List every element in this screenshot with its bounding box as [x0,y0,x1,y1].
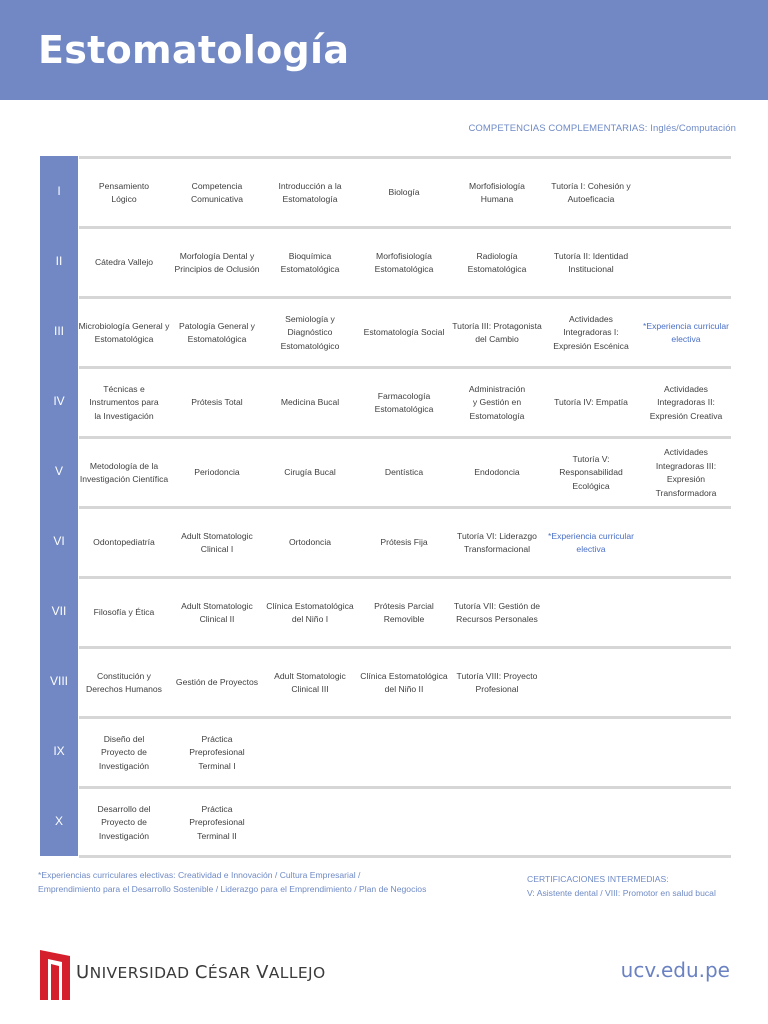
page-title: Estomatología [38,28,350,72]
course-cell: Farmacología Estomatológica [374,390,434,414]
row-divider [79,436,731,439]
electives-note [38,868,426,896]
course-cell: Adult Stomatologic Clinical II [181,600,253,624]
course-cell: Práctica Preprofesional Terminal I [189,733,245,771]
semester-label: IX [53,744,65,758]
course-cell: Morfología Dental y Principios de Oclusión [174,250,260,274]
semester-label: X [54,814,63,828]
semester-label: VI [53,534,65,548]
course-cell: Semiología y Diagnóstico Estomatológico [280,313,340,351]
course-cell: Tutoría V: Responsabilidad Ecológica [559,453,623,491]
course-cell: Tutoría IV: Empatía [554,397,628,408]
intermediate-certifications [527,872,716,900]
course-cell: Adult Stomatologic Clinical III [274,670,346,694]
course-cell: Prótesis Total [191,397,243,408]
course-cell: Dentística [384,467,424,478]
university-name-initial-2: C [194,962,208,983]
row-divider [79,646,731,649]
header-banner [0,0,768,100]
course-cell: Periodoncia [194,467,240,478]
electives-note-line1: *Experiencias curriculares electivas: Creatividad e Innovación / Cultura Empresarial / [38,870,361,880]
course-cell: Microbiología General y Estomatológica [78,320,170,344]
row-divider [79,506,731,509]
row-divider [79,226,731,229]
course-cell: Clínica Estomatológica del Niño II [360,670,448,694]
complementary-competencies: COMPETENCIAS COMPLEMENTARIAS: Inglés/Computación [468,123,736,134]
course-cell: Administración y Gestión en Estomatología [468,383,526,421]
university-name-initial-1: U [76,962,90,983]
row-divider [79,366,731,369]
university-name-initial-3: V [256,962,269,983]
certifications-text: V: Asistente dental / VIII: Promotor en salud bucal [527,888,716,898]
course-cell: Radiología Estomatológica [467,250,527,274]
row-divider [79,786,731,789]
course-cell: Clínica Estomatológica del Niño I [266,600,354,624]
semester-label: VII [51,604,67,618]
course-cell: Odontopediatría [93,537,155,548]
university-name-rest-1: NIVERSIDAD [89,964,195,982]
course-cell: Actividades Integradoras III: Expresión Transformadora [655,447,717,498]
course-cell: Bioquímica Estomatológica [280,250,340,274]
semester-label: III [53,324,64,338]
course-cell: Desarrollo del Proyecto de Investigación [97,803,151,841]
course-cell: Adult Stomatologic Clinical I [181,530,253,554]
course-cell: Tutoría II: Identidad Institucional [553,250,629,274]
course-cell: Tutoría VII: Gestión de Recursos Personales [453,600,541,624]
electives-note-line2: Emprendimiento para el Desarrollo Sostenible / Liderazgo para el Emprendimiento / Plan de Negocios [38,884,427,894]
course-cell: Metodología de la Investigación Científica [79,460,169,484]
course-cell: Filosofía y Ética [93,607,155,618]
course-cell: Prótesis Fija [380,537,428,548]
course-cell: Tutoría VIII: Proyecto Profesional [456,670,538,694]
course-cell: Pensamiento Lógico [98,180,150,204]
row-divider [79,716,731,719]
course-cell: Endodoncia [474,467,520,478]
course-cell: Competencia Comunicativa [190,180,244,204]
course-cell: Práctica Preprofesional Terminal II [189,803,245,841]
university-name [76,962,326,983]
course-cell: Patología General y Estomatológica [179,320,255,344]
course-cell: Actividades Integradoras II: Expresión Creativa [649,383,723,421]
row-divider [79,576,731,579]
row-divider [79,156,731,159]
course-cell: Biología [388,187,420,198]
course-cell: Morfofisiología Humana [469,180,525,204]
course-cell: Tutoría I: Cohesión y Autoeficacia [551,180,631,204]
website-link[interactable]: ucv.edu.pe [620,958,730,982]
certifications-title: CERTIFICACIONES INTERMEDIAS: [527,874,669,884]
row-divider [79,855,731,858]
elective-course: *Experiencia curricular electiva [643,320,729,344]
course-cell: Gestión de Proyectos [175,677,259,688]
course-cell: Técnicas e Instrumentos para la Investigación [89,383,159,421]
semester-label: I [57,184,61,198]
semester-column [40,156,78,856]
course-cell: Estomatología Social [363,327,445,338]
course-cell: Ortodoncia [288,537,332,548]
semester-label: IV [53,394,65,408]
row-divider [79,296,731,299]
semester-label: V [54,464,63,478]
elective-course: *Experiencia curricular electiva [548,530,634,554]
semester-label: VIII [49,674,68,688]
course-cell: Tutoría III: Protagonista del Cambio [452,320,542,344]
semester-label: II [55,254,63,268]
university-name-rest-2: ÉSAR [207,964,257,982]
course-cell: Constitución y Derechos Humanos [86,670,162,694]
course-cell: Cirugía Bucal [284,467,336,478]
course-cell: Introducción a la Estomatología [278,180,342,204]
course-cell: Medicina Bucal [280,397,340,408]
course-cell: Cátedra Vallejo [94,257,154,268]
course-cell: Diseño del Proyecto de Investigación [98,733,150,771]
university-name-rest-3: ALLEJO [268,964,326,982]
course-cell: Morfofisiología Estomatológica [374,250,434,274]
course-cell: Tutoría VI: Liderazgo Transformacional [457,530,537,554]
course-cell: Actividades Integradoras I: Expresión Escénica [553,313,629,351]
university-logo-icon [40,950,70,1000]
course-cell: Prótesis Parcial Removible [374,600,434,624]
